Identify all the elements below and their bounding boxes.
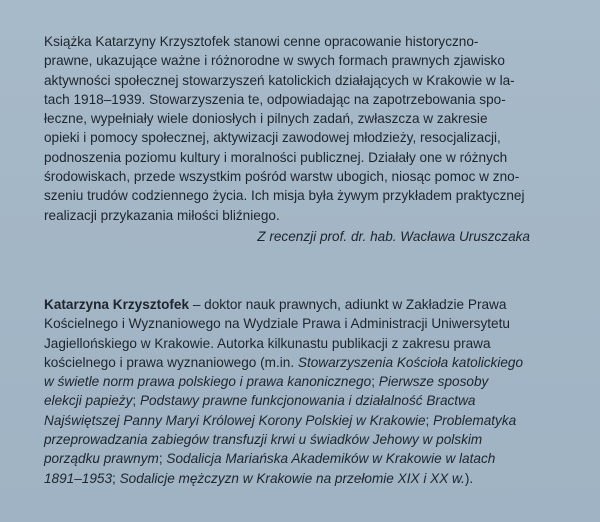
bio-line bbox=[44, 411, 530, 430]
separator: ; bbox=[425, 412, 434, 428]
bio-line: Kościelnego i Wyznaniowego na Wydziale Prawa i Administracji Uniwersytetu bbox=[44, 316, 510, 332]
closing-paren: ). bbox=[464, 470, 474, 486]
review-line: tach 1918–1939. Stowarzyszenia te, odpowiadając na zapotrzebowania spo- bbox=[44, 91, 506, 107]
bio-line bbox=[44, 469, 530, 488]
publication-title: 1891–1953 bbox=[44, 470, 113, 486]
bio-line: Jagiellońskiego w Krakowie. Autorka kilkunastu publikacji z zakresu prawa bbox=[44, 335, 491, 351]
review-line: podnoszenia poziomu kultury i moralności publicznej. Działały one w różnych bbox=[44, 149, 508, 165]
publication-title: Pierwsze sposoby bbox=[378, 374, 489, 390]
review-line: opieki i pomocy społecznej, aktywizacji zawodowej młodzieży, resocjalizacji, bbox=[44, 130, 501, 146]
author-name: Katarzyna Krzysztofek bbox=[44, 297, 190, 312]
review-line: realizacji przykazania miłości bliźniego. bbox=[44, 207, 280, 223]
separator: ; bbox=[371, 374, 379, 390]
publication-title: porządku prawnym bbox=[44, 451, 159, 467]
review-line: prawne, ukazujące ważne i różnorodne w swych formach prawnych zjawisko bbox=[44, 53, 505, 69]
bio-line bbox=[44, 449, 530, 468]
review-line: łeczne, wypełniały wiele doniosłych i pilnych zadań, zwłaszcza w zakresie bbox=[44, 111, 488, 127]
publication-title: Podstawy prawne funkcjonowania i działalność Bractwa bbox=[139, 393, 476, 409]
review-line: szeniu trudów codziennego życia. Ich misja była żywym przykładem praktycznej bbox=[44, 188, 525, 204]
publication-title: w świetle norm prawa polskiego i prawa kanonicznego bbox=[44, 374, 372, 390]
author-bio-paragraph bbox=[44, 295, 530, 488]
bio-text: – doktor nauk prawnych, adiunkt w Zakładzie Prawa bbox=[189, 297, 507, 312]
separator: ; bbox=[112, 470, 120, 486]
bio-text: kościelnego i prawa wyznaniowego (m.in. bbox=[44, 354, 298, 370]
review-line: Książka Katarzyny Krzysztofek stanowi cenne opracowanie historyczno- bbox=[44, 34, 479, 49]
publication-title: Sodalicje mężczyzn w Krakowie na przełomie XIX i XX w. bbox=[119, 470, 465, 486]
review-attribution: Z recenzji prof. dr. hab. Wacława Uruszczaka bbox=[257, 229, 530, 244]
bio-line bbox=[44, 391, 530, 410]
bio-line: przeprowadzania zabiegów transfuzji krwi u świadków Jehowy w polskim bbox=[44, 432, 483, 448]
bio-line bbox=[44, 295, 530, 314]
publication-title: Stowarzyszenia Kościoła katolickiego bbox=[297, 354, 524, 370]
review-line: środowiskach, przede wszystkim pośród warstw ubogich, niosąc pomoc w zno- bbox=[44, 169, 520, 185]
separator: ; bbox=[132, 393, 140, 409]
publication-title: Problematyka bbox=[433, 412, 517, 428]
publication-title: Najświętszej Panny Maryi Królowej Korony Polskiej w Krakowie bbox=[44, 412, 426, 428]
bio-line bbox=[44, 353, 530, 372]
publication-title: elekcji papieży bbox=[44, 393, 133, 409]
publication-title: Sodalicja Mariańska Akademików w Krakowie w latach bbox=[166, 451, 496, 467]
review-paragraph bbox=[44, 32, 530, 225]
separator: ; bbox=[158, 451, 167, 467]
bio-line bbox=[44, 372, 530, 391]
review-line: aktywności społecznej stowarzyszeń katolickich działających w Krakowie w la- bbox=[44, 72, 515, 88]
